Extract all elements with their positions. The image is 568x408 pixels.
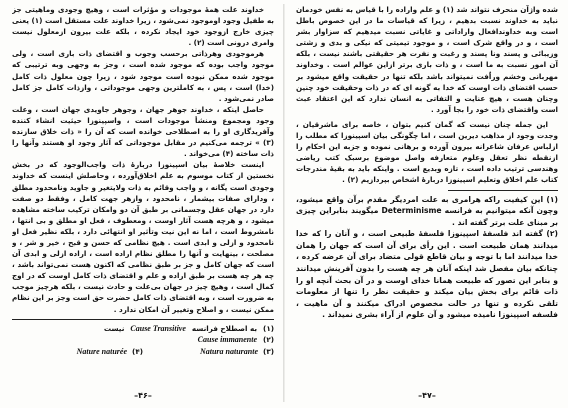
footnote-3-latin: Natura naturante [199,346,259,356]
left-footnote-rule [12,319,274,320]
footnote-3-4 [12,346,274,358]
left-paragraph-1: خداوند علت همهٔ موجودات و مؤثرات است ، وهیچ وجودی وماهیتی جز به طفیل وجود اوموجود نمی‌شود ، زیرا خداوند علت مستقل است (۱) یعنی چیزی خارج ازوجود خود ایجاد نکرده ، بلکه علت بیرون ازمعلول نیست وامری درونی است (۲) . [12,5,274,48]
right-page-number: –۴۷– [418,391,436,400]
left-footnotes [12,323,274,358]
footnote-4-latin: Nature naturée [76,346,128,356]
right-footnote-rule [448,190,558,191]
footnote-2-latin: Cause immanente [197,335,258,345]
footnote-4-number: (۴) [132,346,143,356]
footnote-1 [12,323,274,335]
left-paragraph-3: حاصل اینکه ، خداوند جوهر جهان ، وجوهر جاویدی جهان است ، وعلت وجود ومجموع ومنشأ موجودات است ، واسپینوزا حیثیت انشاء کننده وآفریدگاری او را به اصطلاحی خوانده است که آن را « ذات خلاق سازنده (۳) » ترجمه می‌کنیم در مقابل موجوداتی که آثار وجود او هستند وآنها را ذات ساخته (۴) می‌خواند . [12,104,274,159]
right-paragraph-2: این جمله چنان نیست که گمان کنیم بتوان ، خاصه برای ماشرقیان ، وجدت وجود از مذاهب دیرین است ، اما چگونگی بیان اسپینوزا که مطلب را ازلباس عرفان شاعرانه بیرون آورده و برهانی نموده و جزبه این احکام را ازنقطه نظر تعقل وعلوم متعارفه واصل موضوع برسبک کتب ریاضی وهندسی ترتیب داده است ، تازه وبدیع است . واینکه باید به بقیهٔ مندرجات کتاب علم اخلاق وتعلیم اسپینوزا دربارهٔ اشخاص بپردازیم (۲) . [296,119,558,185]
left-page-body [12,4,274,315]
left-page-number: –۴۶– [134,391,152,400]
left-paragraph-4: اینست خلاصهٔ بیان اسپینوزا دربارهٔ ذات واجب‌الوجود که در بخش نخستین از کتاب موسوم به علم اخلاق‌آورده ، وحاصلش اینست که خداوند وجودی است یگانه ، و واجب وقائم به ذات ولایتغیر و جاوید ونامحدود مطلق ، ودارای صفات بیشمار ، نامحدود ، وازهر جهت کامل ، وفقط دو صفت دارد در جهان عقل وجسمانی بر طبق آن دو وامکان ترکیب ساخته مشاهده میشود ، و هرچه هست آثار اوست ، ومعطوف ، فعل او مطلق و بی انتها ، نامشروط است ، اما نه این نیت وتأثیر او انتهائی دارد ، بلکه نظیر فعل او نامحدود و ازلی و ابدی است . هیچ نظامی که حسن و قبح ، خیر و شر ، و مصلحت ، بینهایت و آنها را مطلق نظام اراده است ، اراده ازلی و ابدی آن است که جهان کامل و جز بر طبق نظامی که اکنون هست نمی‌تواند باشد ، چه هر چه هست بر طبق اراده و علم و اقتضای ذات کامل اوست که در اوج کمال است ، وهیچ چیز در جهان بی‌علت و حادث نیست ، بلکه هرچیز موجب به ضرورت است ، وبه اقتضای ذات کامل حضرت حق است وجز بر این نظام ممکن نیست ، و اصلاح وتغییر آن امکان ندارد . [12,160,274,314]
footnote-3 [143,346,274,358]
left-page [12,4,274,402]
footnote-1-label: به اصطلاح فرانسه [191,323,258,333]
footnote-4 [12,346,143,358]
footnote-1-suffix: نیست [103,323,125,333]
footnote-2-number: (۲) [263,335,274,345]
right-footnote-2: (۲) گفته اند فلسفهٔ اسپینوزا فلسفهٔ طبیعی است ، و آنان را که خدا میدانند همان طبیعت است . این رأی برای آن است که جهان را همان خدا میدانند اما با توجه و بیان قاطع قولی متضاد برای آن عرضه کرده ، چنانکه بیان مفصل شد اینکه آنان هر چه هست را بدون آفرینش میدانند و بنابر این تصور که طبیعت همانا خدای اوست و در آن بحث آنچه او را ذات قائم برای بخش بیان میکند و حقیقت نظر را تنها از معلومات تلقی نکرده و تنها در حالت مخصوص ادراک میکنند و آن ماهیت ، فلسفه اسپینوزا نامیده میشود و آن علوم از آراء بشری نمیداند . [296,229,558,320]
footnote-2 [12,334,274,346]
right-footnotes [296,194,558,322]
right-page [296,4,558,402]
footnote-1-number: (۱) [263,323,274,333]
footnote-3-number: (۳) [263,346,274,356]
book-gutter [283,4,285,402]
right-footnote-1: (۱) این کیفیت راکه هرامری به علت امردیگر مقدم برآن واقع میشود، وچون آنکه میتوانیم به فرانسه Determinisme میگویند بنابراین چیزی بر مبنای علت برتر گفته اند . [296,194,558,227]
left-paragraph-2: هرموجودی وهرذاتی برحسب وجوب و اقتضای ذات باری است ، ولی موجود واجب بوده که موجود شده است ، وجز به وجهی وبه ترتیبی که موجود شده ممکن نبوده است موجود شود ، زیرا چون معلول ذات کامل (خدا) است ، پس ، به کاملترین وجهی موجوداتی ، وازذات کامل جز کامل صادر نمی‌شود . [12,49,274,103]
right-paragraph-1: شده واژآن منحرف نتواند شد (۱) و علم واراده را با قیاس به نفس خودمان نباید به خداوند نسبت بدهیم ، زیرا که قیاسات ما در این خصوص باطل است وبه خداوندافعال واراداتی و غایاتی نسبت میدهیم که سزاوار بشر است ، و در واقع شرک است ، و موجود تیمیتی که نیکی و بدی و زشتی وزیبائی و پسند ونا پسند و رغبت و نفرت هر حقیقتی باشند نیست ، بلکه آن امور نسبت به ما است ، و ذات باری برتر ازاین عوالم است . وخداوند مهربانی وخشم وراٌفت نمیتواند باشد بلکه تنها در حقیقت واقع میشود بر حسب اقتضای ذات اوست که خدا به گونه ای که در ذات وحقیقت خود چنین وچنان هست ، هیچ عنایت و التفاتی به انسان ندارد که این اعتقاد عبث است واقتضای ذات خود را بجا آورد . [296,5,558,114]
footnote-1-latin: Cause Transitive [130,323,186,333]
right-page-body [296,4,558,186]
